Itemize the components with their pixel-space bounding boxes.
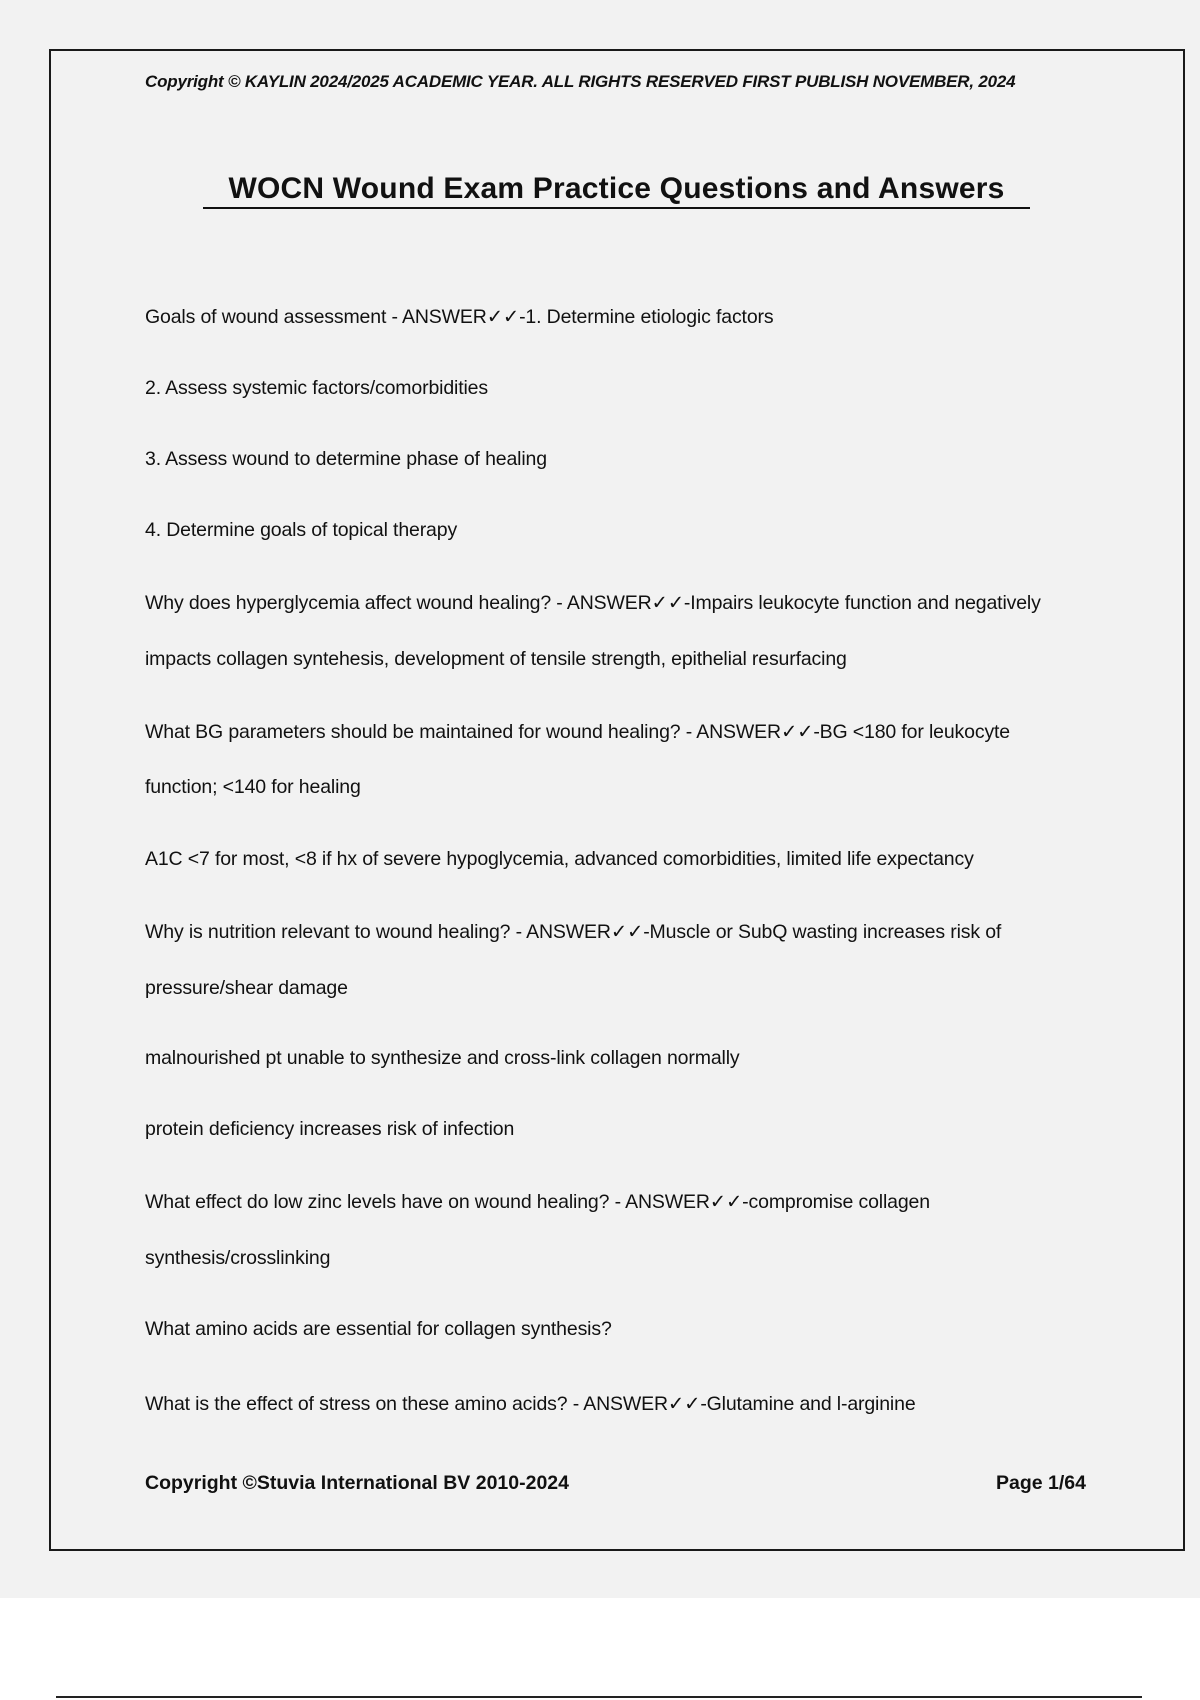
text-line: impacts collagen syntehesis, development of tensile strength, epithelial resurfacing — [145, 648, 847, 670]
text-line: malnourished pt unable to synthesize and cross-link collagen normally — [145, 1047, 740, 1069]
text-line: Why is nutrition relevant to wound healing? - ANSWER✓✓-Muscle or SubQ wasting increases risk of — [145, 921, 1002, 943]
page-number: Page 1/64 — [996, 1472, 1086, 1494]
text-line: What BG parameters should be maintained for wound healing? - ANSWER✓✓-BG <180 for leukocyte — [145, 721, 1011, 743]
text-line: Why does hyperglycemia affect wound healing? - ANSWER✓✓-Impairs leukocyte function and negatively — [145, 592, 1041, 614]
text-line: 4. Determine goals of topical therapy — [145, 519, 458, 541]
text-line: What effect do low zinc levels have on wound healing? - ANSWER✓✓-compromise collagen — [145, 1191, 930, 1213]
text-line: What amino acids are essential for collagen synthesis? — [145, 1318, 612, 1340]
text-line: function; <140 for healing — [145, 776, 361, 798]
text-line: 2. Assess systemic factors/comorbidities — [145, 377, 488, 399]
text-line: What is the effect of stress on these amino acids? - ANSWER✓✓-Glutamine and l-arginine — [145, 1393, 916, 1415]
footer-copyright: Copyright ©Stuvia International BV 2010-2024 — [145, 1472, 569, 1494]
header-copyright: Copyright © KAYLIN 2024/2025 ACADEMIC YEAR. ALL RIGHTS RESERVED FIRST PUBLISH NOVEMBER, 2024 — [145, 72, 1016, 91]
page-title: WOCN Wound Exam Practice Questions and Answers — [203, 171, 1030, 209]
text-line: pressure/shear damage — [145, 977, 348, 999]
text-line: 3. Assess wound to determine phase of healing — [145, 448, 547, 470]
text-line: synthesis/crosslinking — [145, 1247, 331, 1269]
text-line: A1C <7 for most, <8 if hx of severe hypoglycemia, advanced comorbidities, limited life expectancy — [145, 848, 974, 870]
text-line: protein deficiency increases risk of infection — [145, 1118, 515, 1140]
text-line: Goals of wound assessment - ANSWER✓✓-1. Determine etiologic factors — [145, 306, 774, 328]
next-page-divider — [56, 1696, 1142, 1698]
